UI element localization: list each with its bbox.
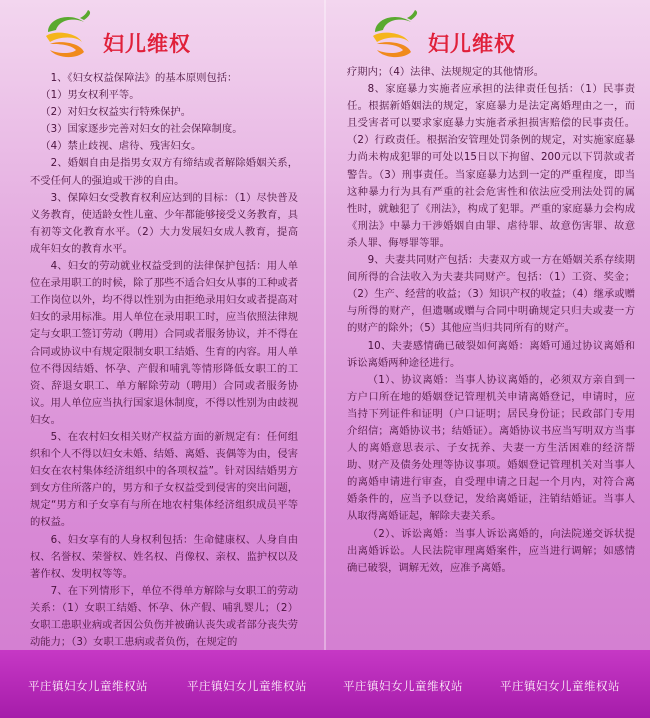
footer-bar	[0, 650, 650, 718]
paragraph: 10、夫妻感情确已破裂如何离婚：离婚可通过协议离婚和诉讼离婚两种途径进行。	[347, 339, 635, 369]
paragraph: 4、妇女的劳动就业权益受到的法律保护包括：用人单位在录用职工的时候，除了那些不适合妇女从事的工种或者工作岗位以外，均不得以性别为由拒绝录用妇女或者提高对妇女的录用标准。用人单位在录用职工时，应当依照法律规定与女职工签订劳动（聘用）合同或者服务协议，并不得在合同或协议中有规定限制女职工结婚、生育的内容。用人单位不得因结婚、怀孕、产假和哺乳等情形降低女职工的工资、辞退女职工、单方解除劳动（聘用）合同或者服务协议。用人单位应当执行国家退休制度，不得以性别为由歧视妇女。	[30, 260, 298, 426]
left-content	[30, 70, 298, 650]
women-children-logo-icon	[367, 10, 419, 60]
paragraph: 疗期内；（4）法律、法规规定的其他情形。	[347, 66, 545, 78]
paragraph: 8、家庭暴力实施者应承担的法律责任包括：（1）民事责任。根据新婚姻法的规定，家庭暴力是法定离婚理由之一，而且受害者可以要求家庭暴力实施者承担损害赔偿的民事责任。（2）行政责任。根据治安管理处罚条例的规定，对实施家庭暴力尚未构成犯罪的可处以15日以下拘留、200元以下罚款或者警告。（3）刑事责任。当家庭暴力达到一定的严重程度，即当这种暴力行为具有严重的社会危害性和依法应受刑法处罚的属性时，就触犯了《刑法》，构成了犯罪。严重的家庭暴力会构成《刑法》中暴力干涉婚姻自由罪、虐待罪、故意伤害罪、故意杀人罪、侮辱罪等罪。	[347, 83, 635, 249]
right-panel	[325, 0, 650, 650]
footer-label: 平庄镇妇女儿童维权站	[500, 679, 620, 693]
paragraph: 2、婚姻自由是指男女双方有缔结或者解除婚姻关系，不受任何人的强迫或干涉的自由。	[30, 157, 298, 187]
paragraph: 5、在农村妇女相关财产权益方面的新规定有：任何组织和个人不得以妇女未婚、结婚、离婚、丧偶等为由，侵害妇女在农村集体经济组织中的各项权益”。针对因结婚男方到女方住所落户的，男方和子女权益受到侵害的突出问题，规定“男方和子女享有与所在地农村集体经济组织成员平等的权益。	[30, 430, 298, 529]
list-item: （1）男女权利平等。	[40, 89, 140, 102]
right-header	[325, 0, 650, 70]
paragraph: （2）、诉讼离婚：当事人诉讼离婚的，向法院递交诉状提出离婚诉讼。人民法院审理离婚案件，应当进行调解；如感情确已破裂，调解无效，应准予离婚。	[347, 527, 635, 574]
paragraph: 3、保障妇女受教育权利应达到的目标：（1）尽快普及义务教育，使适龄女性儿童、少年都能够接受义务教育，具有初等文化教育水平。（2）大力发展妇女成人教育，提高成年妇女的教育水平。	[30, 191, 298, 255]
footer-label: 平庄镇妇女儿童维权站	[187, 679, 307, 693]
paragraph: 6、妇女享有的人身权利包括：生命健康权、人身自由权、名誉权、荣誉权、姓名权、肖像权、亲权、监护权以及著作权、发明权等等。	[30, 533, 298, 580]
paragraph: 9、夫妻共同财产包括：夫妻双方或一方在婚姻关系存续期间所得的合法收入为夫妻共同财产。包括：（1）工资、奖金；（2）生产、经营的收益；（3）知识产权的收益；（4）继承或赠与所得的财产，但遗嘱或赠与合同中明确规定只归夫或妻一方的财产的除外；（5）其他应当归共同所有的财产。	[347, 254, 635, 335]
left-panel	[0, 0, 325, 650]
list-item: （2）对妇女权益实行特殊保护。	[40, 106, 192, 119]
paragraph: （1）、协议离婚：当事人协议离婚的，必须双方亲自到一方户口所在地的婚姻登记管理机关申请离婚登记，申请时，应当持下列证件和证明（户口证明；居民身份证；民政部门专用介绍信；离婚协议书；结婚证）。离婚协议书应当写明双方当事人的离婚意思表示、子女抚养、夫妻一方生活困难的经济帮助、财产及债务处理等协议事项。婚姻登记管理机关对当事人的离婚申请进行审查，自受理申请之日起一个月内，对符合离婚条件的，应当予以登记，发给离婚证，注销结婚证。当事人从取得离婚证起，解除夫妻关系。	[347, 373, 635, 523]
list-item: （3）国家逐步完善对妇女的社会保障制度。	[40, 123, 243, 136]
paragraph: 7、在下列情形下，单位不得单方解除与女职工的劳动关系：（1）女职工结婚、怀孕、休产假、哺乳婴儿；（2）女职工患职业病或者因公负伤并被确认丧失或者部分丧失劳动能力；（3）女职工患病或者负伤，在规定的	[30, 584, 298, 649]
left-header	[0, 0, 325, 70]
women-children-logo-icon	[40, 10, 92, 60]
paragraph: 1、《妇女权益保障法》的基本原则包括：	[50, 72, 238, 84]
page-title: 妇儿维权	[428, 32, 516, 56]
page-title: 妇儿维权	[103, 32, 191, 56]
right-content	[347, 64, 635, 577]
footer-label: 平庄镇妇女儿童维权站	[343, 679, 463, 693]
footer-label: 平庄镇妇女儿童维权站	[28, 679, 148, 693]
list-item: （4）禁止歧视、虐待、残害妇女。	[40, 140, 202, 153]
